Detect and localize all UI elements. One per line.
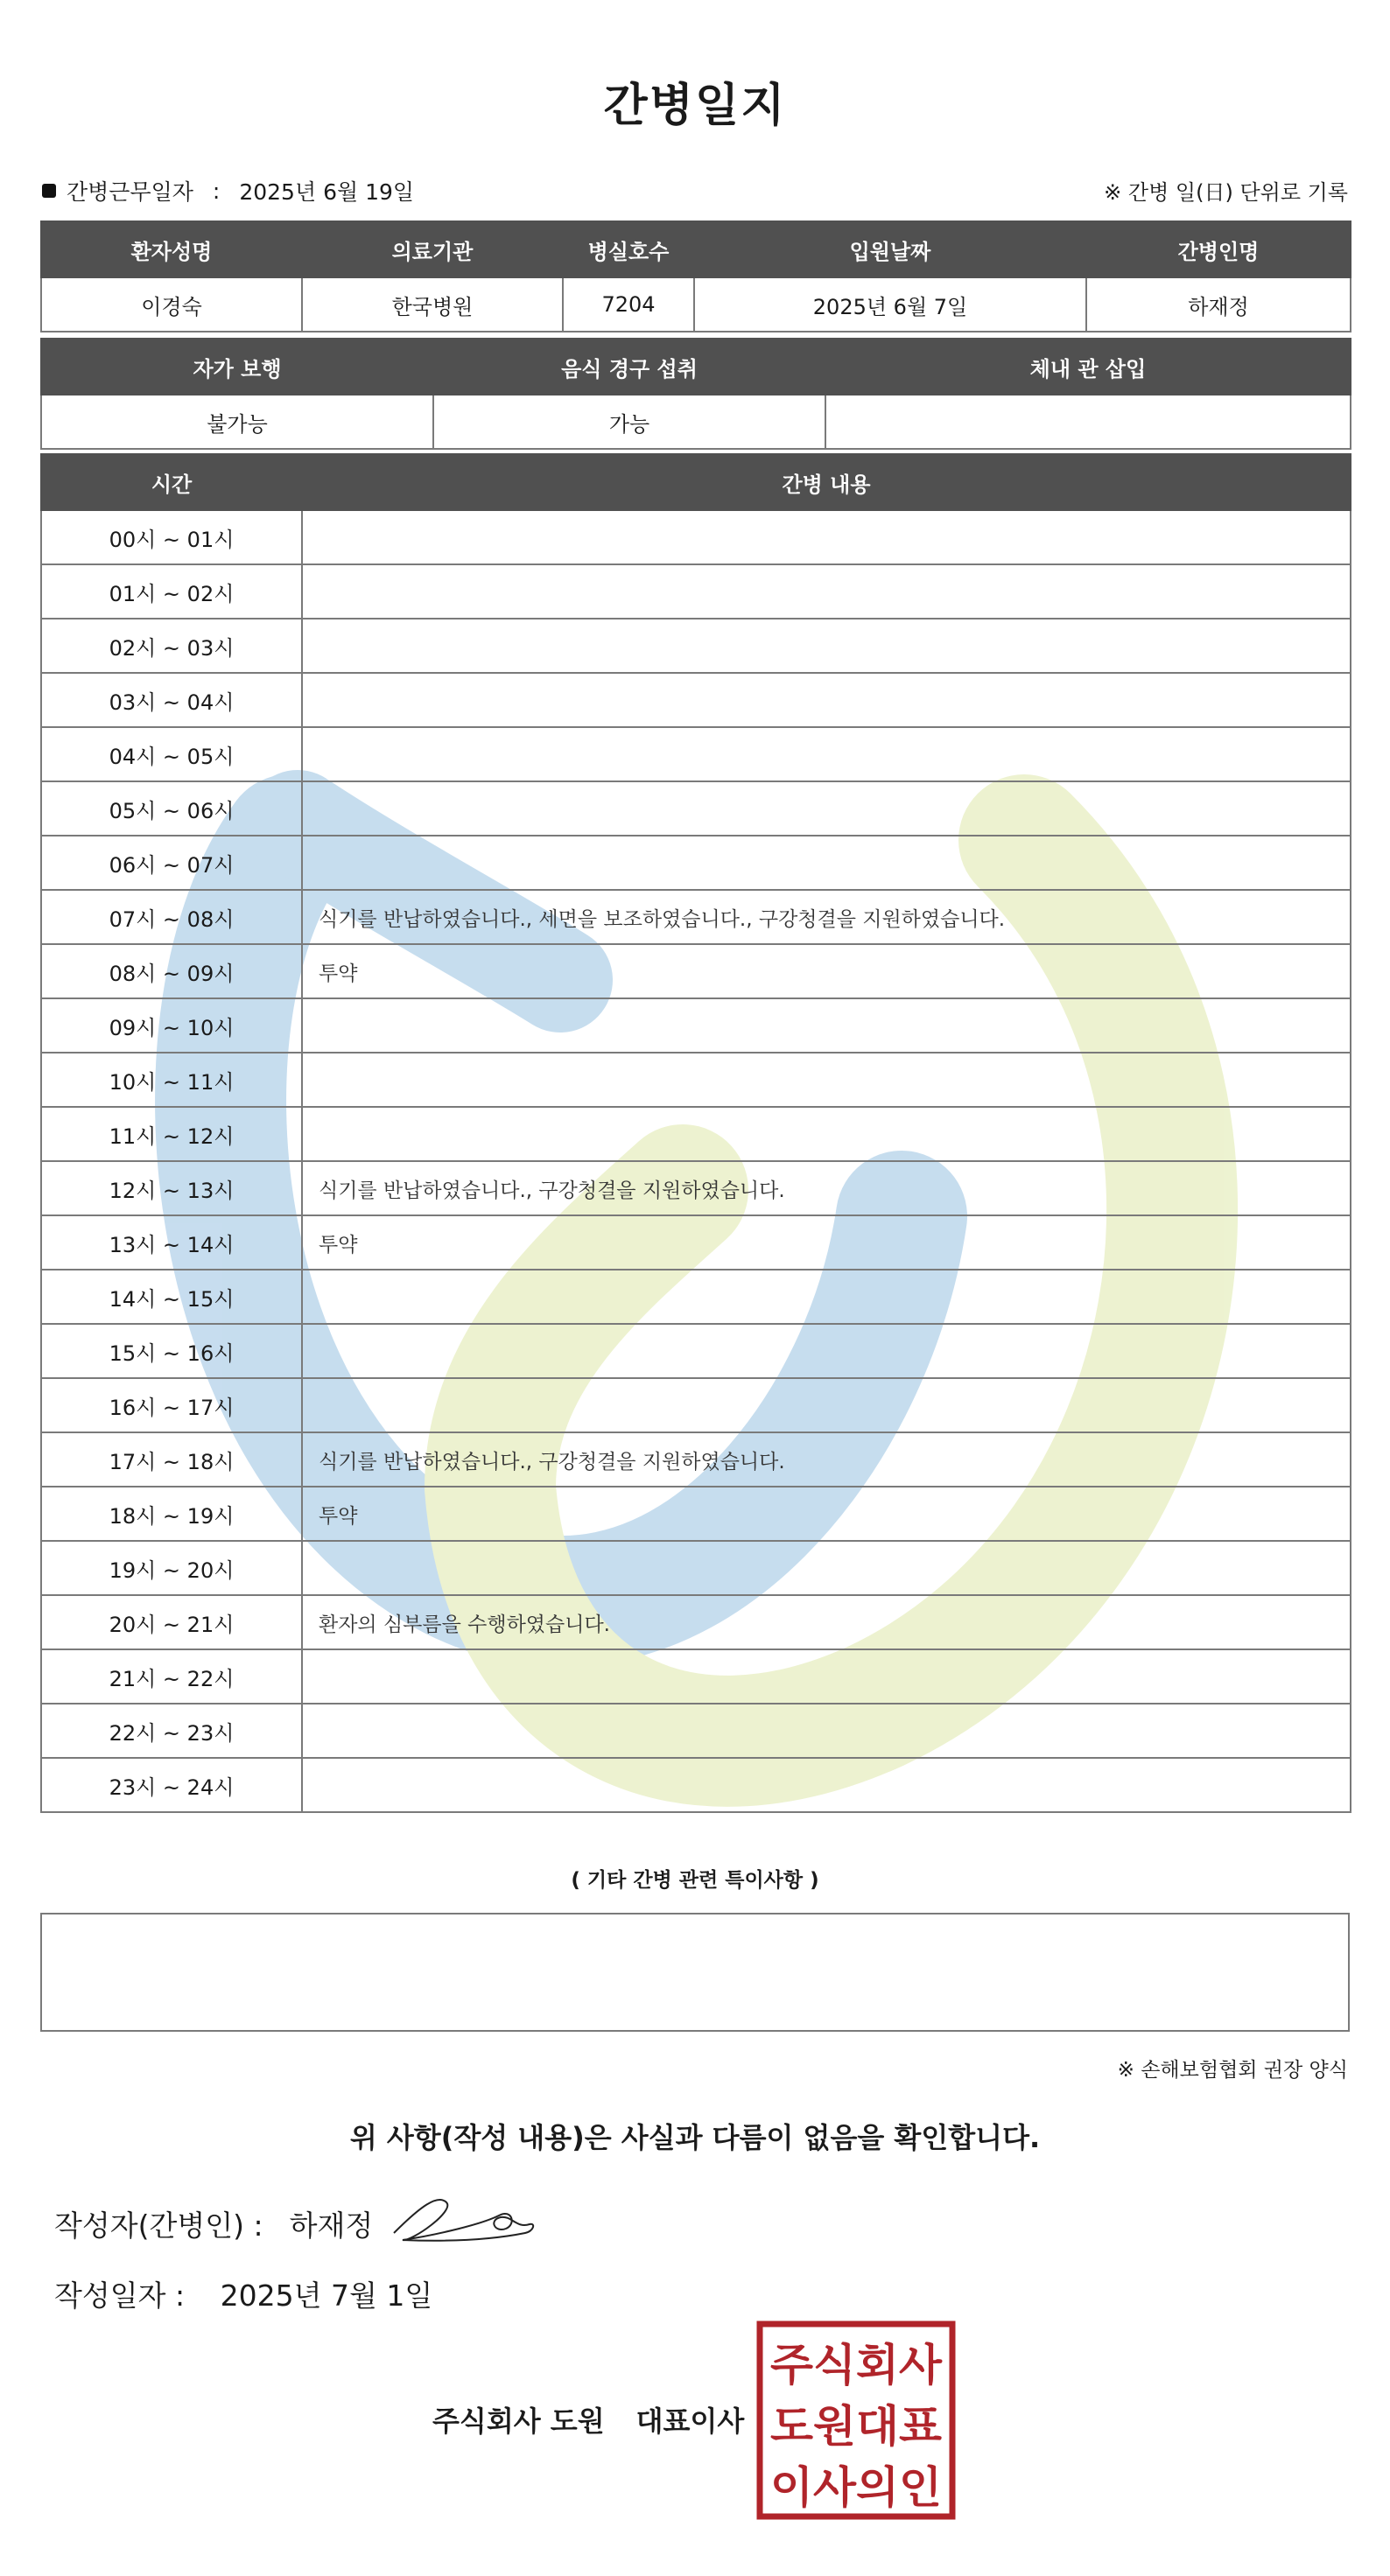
log-row [41,727,1351,781]
header-room: 병실호수 [563,221,694,277]
status-header-row [41,339,1351,395]
work-date-separator: : [212,178,221,204]
log-time-cell: 14시 ~ 15시 [41,1270,302,1324]
log-row [41,1704,1351,1758]
admission-date: 2025년 6월 7일 [694,277,1086,332]
log-time-cell: 18시 ~ 19시 [41,1487,302,1541]
representative-title: 대표이사 [635,2404,745,2438]
svg-text:도원대표: 도원대표 [770,2401,943,2452]
log-time-cell: 21시 ~ 22시 [41,1649,302,1704]
log-row [41,1161,1351,1215]
log-row [41,890,1351,944]
header-admission-date: 입원날짜 [694,221,1086,277]
log-row [41,1324,1351,1378]
log-row [41,998,1351,1053]
log-row [41,1053,1351,1107]
log-content-cell: 투약 [302,944,1351,998]
log-time-cell: 23시 ~ 24시 [41,1758,302,1812]
log-content-cell [302,1649,1351,1704]
header-oral-intake: 음식 경구 섭취 [433,339,825,395]
log-content-cell: 환자의 심부름을 수행하였습니다. [302,1595,1351,1649]
company-seal-stamp [756,2320,956,2520]
header-tube-insertion: 체내 관 삽입 [825,339,1351,395]
writer-name: 하재정 [289,2208,374,2243]
log-time-cell: 02시 ~ 03시 [41,619,302,673]
confirmation-statement: 위 사항(작성 내용)은 사실과 다름이 없음을 확인합니다. [349,2121,1041,2154]
log-content-cell [302,1324,1351,1378]
signature-image [385,2189,543,2250]
log-row [41,619,1351,673]
header-self-walking: 자가 보행 [41,339,433,395]
log-time-cell: 11시 ~ 12시 [41,1107,302,1161]
log-time-cell: 10시 ~ 11시 [41,1053,302,1107]
work-date-label: 간병근무일자 [67,179,193,205]
log-time-cell: 00시 ~ 01시 [41,510,302,564]
log-row [41,1541,1351,1595]
log-row [41,944,1351,998]
log-content-cell: 식기를 반납하였습니다., 세면을 보조하였습니다., 구강청결을 지원하였습니다. [302,890,1351,944]
log-header-row [41,454,1351,510]
log-row [41,1432,1351,1487]
patient-value-row [41,277,1351,332]
written-date-label: 작성일자 : [54,2278,186,2313]
log-time-cell: 13시 ~ 14시 [41,1215,302,1270]
log-content-cell [302,1378,1351,1432]
log-content-cell [302,781,1351,836]
log-row [41,1378,1351,1432]
log-content-cell [302,836,1351,890]
record-unit-note: ※ 간병 일(日) 단위로 기록 [1104,180,1348,205]
log-content-cell [302,1758,1351,1812]
log-time-cell: 19시 ~ 20시 [41,1541,302,1595]
svg-text:이사의인: 이사의인 [770,2462,942,2513]
log-time-cell: 22시 ~ 23시 [41,1704,302,1758]
patient-header-row [41,221,1351,277]
log-time-cell: 20시 ~ 21시 [41,1595,302,1649]
tube-insertion-value [825,395,1351,449]
log-time-cell: 12시 ~ 13시 [41,1161,302,1215]
log-row [41,1487,1351,1541]
log-row [41,1215,1351,1270]
work-date-value: 2025년 6월 19일 [239,179,415,205]
patient-status-table [40,338,1351,450]
log-content-cell: 식기를 반납하였습니다., 구강청결을 지원하였습니다. [302,1161,1351,1215]
log-time-cell: 05시 ~ 06시 [41,781,302,836]
writer-line [54,2203,373,2244]
special-notes-box [40,1913,1350,2032]
work-date-line [42,175,414,206]
header-hospital: 의료기관 [302,221,563,277]
company-line [432,2399,744,2440]
log-time-cell: 03시 ~ 04시 [41,673,302,727]
log-row [41,1107,1351,1161]
patient-name: 이경숙 [41,277,302,332]
log-row [41,836,1351,890]
log-content-cell [302,1053,1351,1107]
header-care-content: 간병 내용 [302,454,1351,510]
log-content-cell: 투약 [302,1487,1351,1541]
log-content-cell [302,1270,1351,1324]
log-content-cell [302,1704,1351,1758]
care-log-table [40,453,1351,1813]
log-content-cell [302,510,1351,564]
self-walking-value: 불가능 [41,395,433,449]
log-content-cell [302,1541,1351,1595]
writer-label: 작성자(간병인) : [54,2208,263,2243]
log-time-cell: 09시 ~ 10시 [41,998,302,1053]
header-time: 시간 [41,454,302,510]
log-content-cell: 식기를 반납하였습니다., 구강청결을 지원하였습니다. [302,1432,1351,1487]
header-patient-name: 환자성명 [41,221,302,277]
log-row [41,1758,1351,1812]
status-value-row [41,395,1351,449]
log-time-cell: 08시 ~ 09시 [41,944,302,998]
hospital-name: 한국병원 [302,277,563,332]
room-number: 7204 [563,277,694,332]
company-name: 주식회사 도원 [432,2404,605,2438]
square-bullet-icon [42,184,56,198]
log-time-cell: 15시 ~ 16시 [41,1324,302,1378]
log-content-cell [302,673,1351,727]
written-date-line [54,2273,432,2314]
header-caregiver: 간병인명 [1086,221,1351,277]
log-time-cell: 17시 ~ 18시 [41,1432,302,1487]
oral-intake-value: 가능 [433,395,825,449]
form-source-note: ※ 손해보험협회 권장 양식 [1117,2059,1348,2082]
log-row [41,564,1351,619]
log-content-cell: 투약 [302,1215,1351,1270]
log-content-cell [302,998,1351,1053]
care-log-body [41,510,1351,1812]
log-time-cell: 06시 ~ 07시 [41,836,302,890]
svg-text:주식회사: 주식회사 [770,2340,943,2390]
log-content-cell [302,564,1351,619]
log-time-cell: 01시 ~ 02시 [41,564,302,619]
log-row [41,1270,1351,1324]
log-row [41,510,1351,564]
patient-info-table [40,220,1351,332]
log-time-cell: 07시 ~ 08시 [41,890,302,944]
written-date-value: 2025년 7월 1일 [220,2278,433,2313]
log-row [41,1649,1351,1704]
log-row [41,1595,1351,1649]
log-row [41,781,1351,836]
log-content-cell [302,619,1351,673]
page-title: 간병일지 [603,80,787,132]
log-content-cell [302,1107,1351,1161]
special-notes-heading: ( 기타 간병 관련 특이사항 ) [571,1869,819,1892]
log-time-cell: 16시 ~ 17시 [41,1378,302,1432]
caregiver-name: 하재정 [1086,277,1351,332]
log-time-cell: 04시 ~ 05시 [41,727,302,781]
log-content-cell [302,727,1351,781]
log-row [41,673,1351,727]
